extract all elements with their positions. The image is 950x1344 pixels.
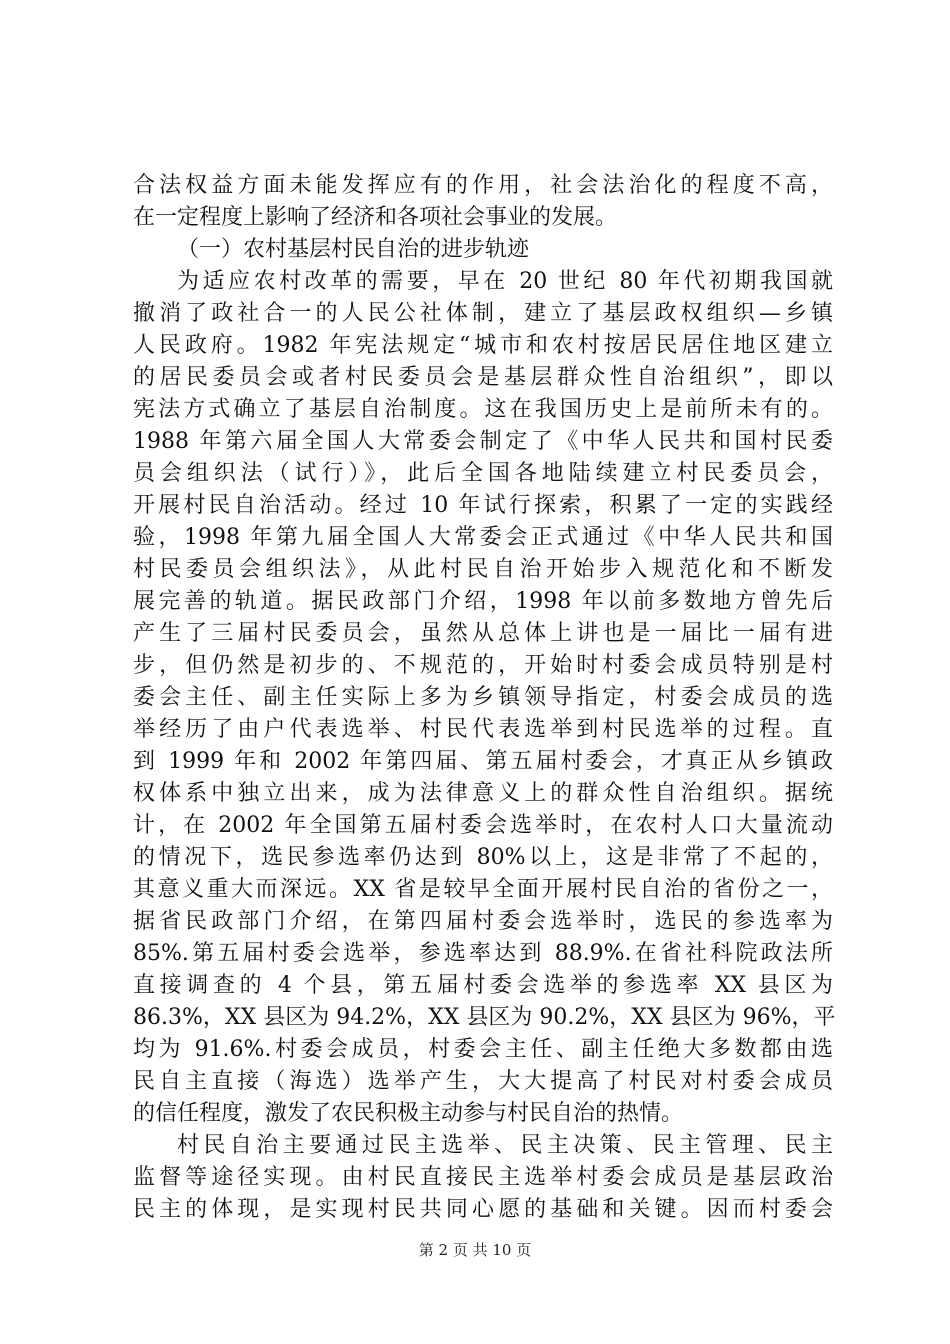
text-line: 民主的体现，是实现村民共同心愿的基础和关键。因而村委会 (133, 1197, 833, 1222)
text-line: 计，在 2002 年全国第五届村委会选举时，在农村人口大量流动 (133, 813, 833, 838)
paragraph-first-line: 村民自治主要通过民主选举、民主决策、民主管理、民主 (177, 1133, 833, 1158)
text-line: 民自主直接（海选）选举产生，大大提高了村民对村委会成员 (133, 1069, 833, 1094)
text-line: 举经历了由户代表选举、村民代表选举到村民选举的过程。直 (133, 717, 833, 742)
text-line: 到 1999 年和 2002 年第四届、第五届村委会，才真正从乡镇政 (133, 749, 833, 774)
text-line: 据省民政部门介绍，在第四届村委会选举时，选民的参选率为 (133, 909, 833, 934)
text-line: 开展村民自治活动。经过 10 年试行探索，积累了一定的实践经 (133, 493, 833, 518)
text-line: 宪法方式确立了基层自治制度。这在我国历史上是前所未有的。 (133, 397, 833, 422)
text-line: 员会组织法（试行）》，此后全国各地陆续建立村民委员会， (133, 461, 833, 486)
text-line: 的居民委员会或者村民委员会是基层群众性自治组织”，即以 (133, 365, 833, 390)
text-line: 合法权益方面未能发挥应有的作用，社会法治化的程度不高， (133, 173, 833, 198)
text-line: 人民政府。1982 年宪法规定“城市和农村按居民居住地区建立 (133, 333, 833, 358)
paragraph-first-line: 为适应农村改革的需要，早在 20 世纪 80 年代初期我国就 (177, 269, 833, 294)
text-line: 均为 91.6%.村委会成员，村委会主任、副主任绝大多数都由选 (133, 1037, 833, 1062)
text-line: 撤消了政社合一的人民公社体制，建立了基层政权组织—乡镇 (133, 301, 833, 326)
text-line: 1988 年第六届全国人大常委会制定了《中华人民共和国村民委 (133, 429, 833, 454)
text-line: 展完善的轨道。据民政部门介绍，1998 年以前多数地方曾先后 (133, 589, 833, 614)
text-line: 产生了三届村民委员会，虽然从总体上讲也是一届比一届有进 (133, 621, 833, 646)
text-line: 监督等途径实现。由村民直接民主选举村委会成员是基层政治 (133, 1165, 833, 1190)
text-line: 委会主任、副主任实际上多为乡镇领导指定，村委会成员的选 (133, 685, 833, 710)
section-heading: （一）农村基层村民自治的进步轨迹 (177, 237, 530, 262)
text-line: 村民委员会组织法》，从此村民自治开始步入规范化和不断发 (133, 557, 833, 582)
text-line: 步，但仍然是初步的、不规范的，开始时村委会成员特别是村 (133, 653, 833, 678)
page-footer: 第 2 页 共 10 页 (418, 1241, 532, 1259)
text-line: 在一定程度上影响了经济和各项社会事业的发展。 (133, 205, 618, 230)
text-line: 的信任程度，激发了农民积极主动参与村民自治的热情。 (133, 1101, 684, 1126)
text-line: 85%.第五届村委会选举，参选率达到 88.9%.在省社科院政法所 (133, 941, 833, 966)
body-text (133, 170, 836, 1226)
text-line: 86.3%，XX 县区为 94.2%，XX 县区为 90.2%，XX 县区为 96%，平 (133, 1005, 836, 1030)
text-line: 其意义重大而深远。XX 省是较早全面开展村民自治的省份之一， (133, 877, 833, 902)
text-line: 直接调查的 4 个县，第五届村委会选举的参选率 XX 县区为 (133, 973, 833, 998)
text-line: 的情况下，选民参选率仍达到 80%以上，这是非常了不起的， (133, 845, 833, 870)
text-line: 验，1998 年第九届全国人大常委会正式通过《中华人民共和国 (133, 525, 833, 550)
text-line: 权体系中独立出来，成为法律意义上的群众性自治组织。据统 (133, 781, 833, 806)
